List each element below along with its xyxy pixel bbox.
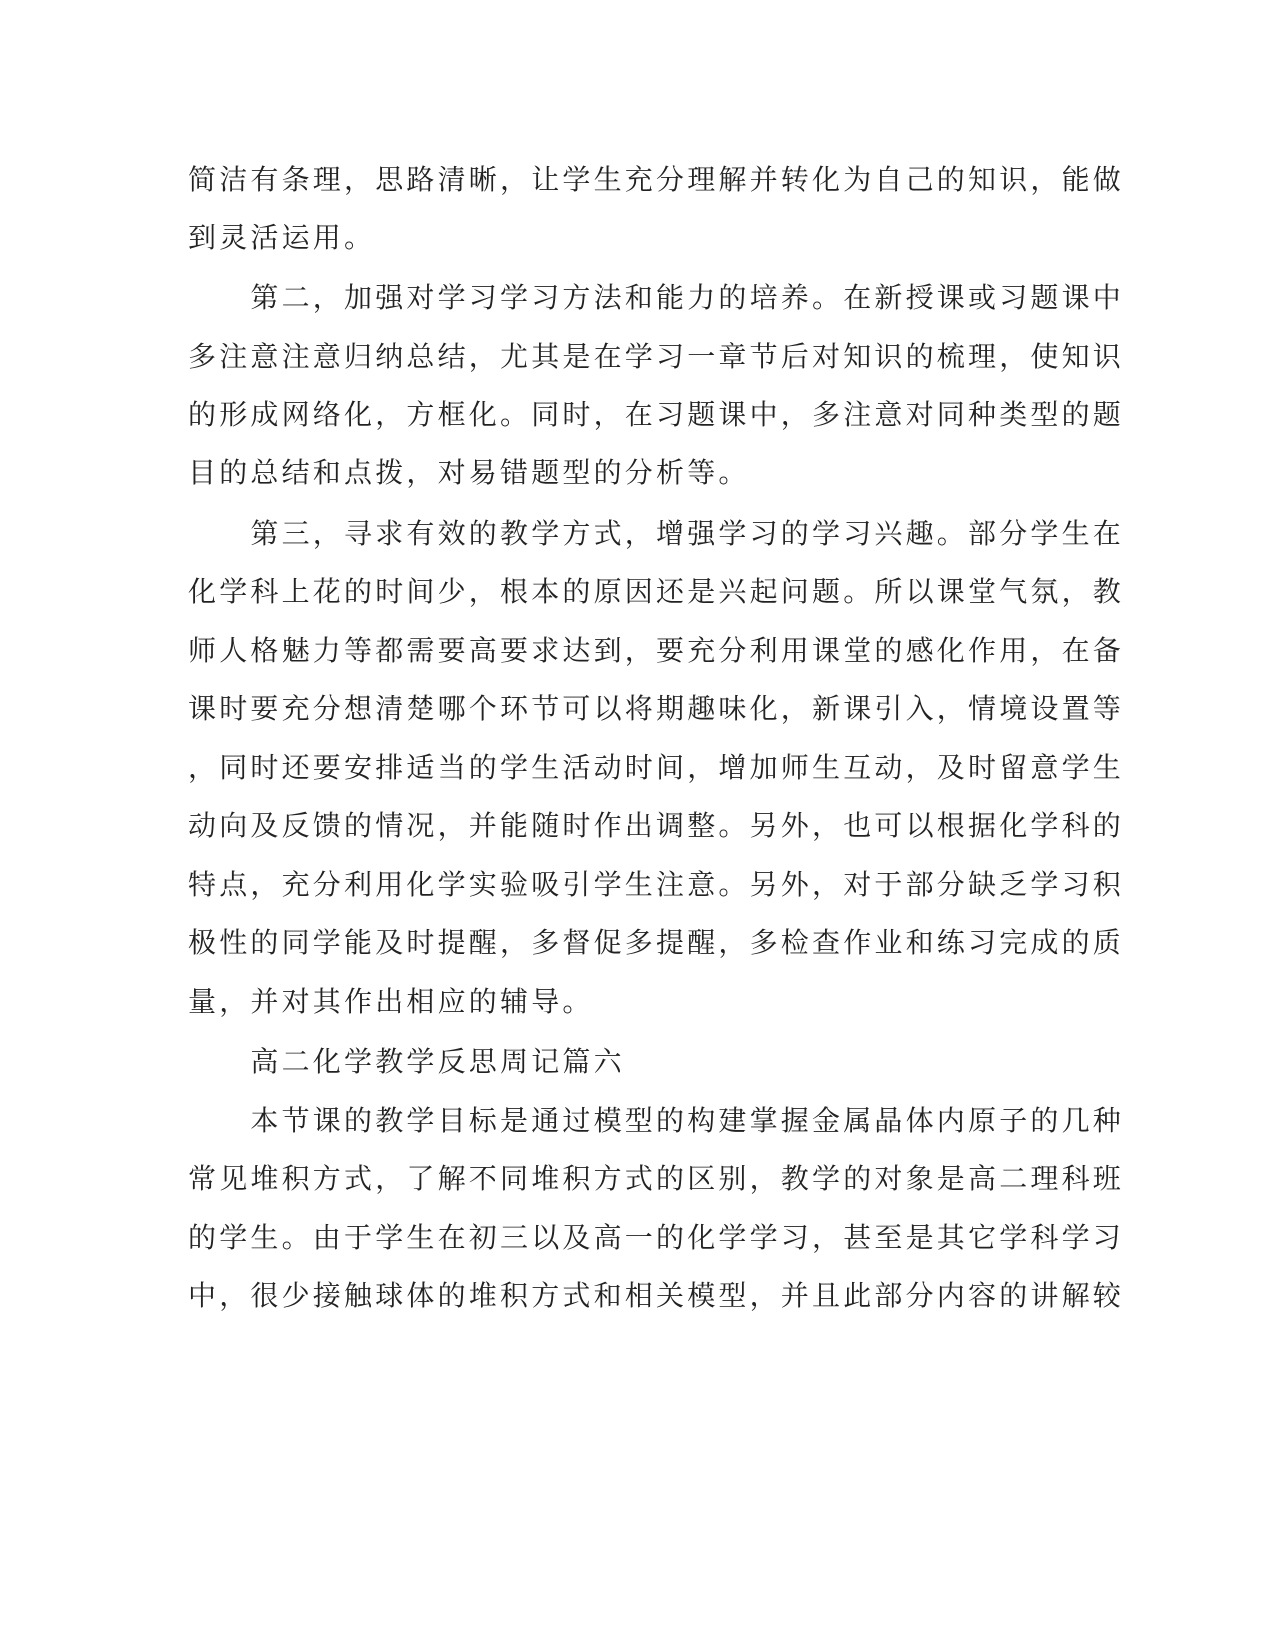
text-line: 师人格魅力等都需要高要求达到，要充分利用课堂的感化作用，在备 (188, 634, 1125, 667)
text-line: 第三，寻求有效的教学方式，增强学习的学习兴趣。部分学生在 (188, 517, 1125, 550)
text-line: 量，并对其作出相应的辅导。 (188, 985, 594, 1018)
text-line: ，同时还要安排适当的学生活动时间，增加师生互动，及时留意学生 (188, 751, 1125, 784)
text-line: 的学生。由于学生在初三以及高一的化学学习，甚至是其它学科学习 (188, 1221, 1125, 1254)
text-line: 化学科上花的时间少，根本的原因还是兴起问题。所以课堂气氛，教 (188, 575, 1125, 608)
text-line: 目的总结和点拨，对易错题型的分析等。 (188, 456, 750, 489)
section-heading: 高二化学教学反思周记篇六 (188, 1045, 625, 1078)
text-line: 特点，充分利用化学实验吸引学生注意。另外，对于部分缺乏学习积 (188, 868, 1125, 901)
text-line: 本节课的教学目标是通过模型的构建掌握金属晶体内原子的几种 (188, 1104, 1125, 1137)
text-line: 课时要充分想清楚哪个环节可以将期趣味化，新课引入，情境设置等 (188, 692, 1125, 725)
text-line: 第二，加强对学习学习方法和能力的培养。在新授课或习题课中 (188, 281, 1125, 314)
text-line: 多注意注意归纳总结，尤其是在学习一章节后对知识的梳理，使知识 (188, 340, 1125, 373)
text-line: 到灵活运用。 (188, 221, 376, 254)
text-line: 的形成网络化，方框化。同时，在习题课中，多注意对同种类型的题 (188, 398, 1125, 431)
text-line: 常见堆积方式，了解不同堆积方式的区别，教学的对象是高二理科班 (188, 1162, 1125, 1195)
text-line: 极性的同学能及时提醒，多督促多提醒，多检查作业和练习完成的质 (188, 926, 1125, 959)
text-line: 中，很少接触球体的堆积方式和相关模型，并且此部分内容的讲解较 (188, 1279, 1125, 1312)
text-line: 动向及反馈的情况，并能随时作出调整。另外，也可以根据化学科的 (188, 809, 1125, 842)
text-line: 简洁有条理，思路清晰，让学生充分理解并转化为自己的知识，能做 (188, 163, 1125, 196)
